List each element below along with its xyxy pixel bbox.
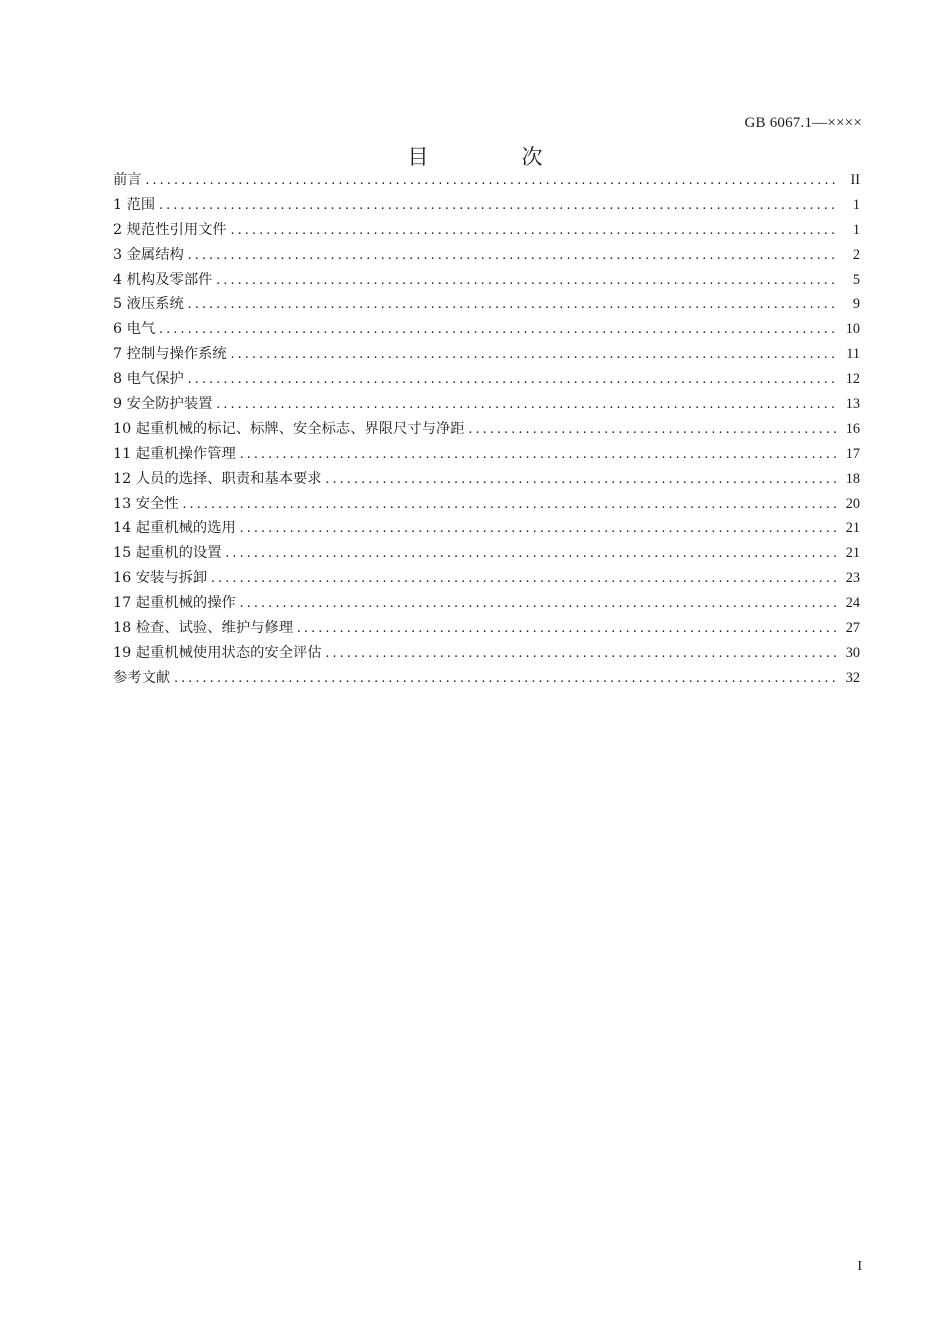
toc-entry[interactable] [113,567,860,592]
toc-leader-dots [297,620,838,637]
document-code: GB 6067.1—×××× [744,115,862,131]
toc-entry-label: 4 机构及零部件 [113,271,213,288]
toc-leader-dots [183,496,838,513]
toc-entry-label: 5 液压系统 [113,296,184,313]
toc-entry-label: 8 电气保护 [113,371,184,388]
toc-entry-label: 前言 [113,172,142,188]
toc-entry-label: 17 起重机械的操作 [113,595,236,612]
toc-leader-dots [216,396,838,413]
toc-leader-dots [326,471,838,488]
toc-entry-label: 6 电气 [113,321,156,338]
toc-entry-page: 24 [845,595,860,612]
toc-leader-dots [226,545,838,562]
toc-leader-dots [326,645,838,662]
toc-entry[interactable] [113,517,860,542]
toc-entry-label: 2 规范性引用文件 [113,221,227,238]
toc-entry[interactable] [113,493,860,518]
toc-entry[interactable] [113,667,860,692]
toc-entry-label: 18 检查、试验、维护与修理 [113,620,294,637]
toc-entry-label: 7 控制与操作系统 [113,346,227,363]
toc-entry-label: 13 安全性 [113,495,179,512]
toc-leader-dots [146,172,838,189]
toc-leader-dots [231,222,838,239]
toc-entry-page: 12 [845,371,860,388]
toc-entry-page: 23 [845,570,860,587]
toc-entry[interactable] [113,642,860,667]
toc-entry[interactable] [113,293,860,318]
toc-entry[interactable] [113,219,860,244]
toc-entry-label: 9 安全防护装置 [113,396,213,413]
toc-entry-page: 5 [852,271,860,288]
toc-entry-label: 11 起重机操作管理 [113,445,236,462]
toc-leader-dots [231,346,838,363]
toc-leader-dots [174,670,838,687]
toc-entry[interactable] [113,542,860,567]
toc-entry[interactable] [113,393,860,418]
toc-entry-page: II [850,172,860,188]
toc-entry-label: 15 起重机的设置 [113,545,222,562]
toc-entry[interactable] [113,194,860,219]
toc-leader-dots [211,570,838,587]
toc-leader-dots [159,321,838,338]
toc-leader-dots [469,421,838,438]
toc-entry[interactable] [113,169,860,194]
toc-leader-dots [216,272,838,289]
table-of-contents [113,169,860,692]
toc-entry-page: 2 [852,246,860,263]
toc-entry[interactable] [113,318,860,343]
toc-title: 目 次 [407,145,579,169]
toc-entry[interactable] [113,617,860,642]
toc-entry-label: 16 安装与拆卸 [113,570,208,587]
toc-entry-page: 18 [845,470,860,487]
page-number: I [857,1259,862,1274]
toc-entry[interactable] [113,443,860,468]
toc-entry[interactable] [113,269,860,294]
toc-entry-page: 21 [845,520,860,537]
toc-entry-label: 3 金属结构 [113,246,184,263]
toc-leader-dots [159,197,838,214]
toc-entry[interactable] [113,468,860,493]
toc-entry-page: 10 [845,321,860,338]
toc-entry-label: 14 起重机械的选用 [113,520,236,537]
toc-leader-dots [240,446,838,463]
toc-entry-page: 9 [852,296,860,313]
toc-entry-label: 12 人员的选择、职责和基本要求 [113,470,322,487]
toc-leader-dots [188,247,838,264]
toc-leader-dots [240,520,838,537]
toc-leader-dots [240,595,838,612]
toc-entry-page: 30 [845,644,860,661]
toc-entry[interactable] [113,343,860,368]
toc-entry-page: 13 [845,396,860,413]
toc-entry[interactable] [113,418,860,443]
toc-entry-label: 参考文献 [113,669,171,686]
toc-entry-page: 1 [852,196,860,213]
toc-entry[interactable] [113,592,860,617]
toc-leader-dots [188,371,838,388]
toc-entry-page: 32 [845,669,860,686]
toc-entry-page: 17 [845,445,860,462]
toc-entry-page: 11 [846,346,860,363]
toc-leader-dots [188,296,838,313]
toc-entry-label: 10 起重机械的标记、标牌、安全标志、界限尺寸与净距 [113,420,465,437]
toc-entry-label: 19 起重机械使用状态的安全评估 [113,644,322,661]
toc-entry-page: 20 [845,495,860,512]
toc-entry-label: 1 范围 [113,196,156,213]
toc-entry-page: 21 [845,545,860,562]
toc-entry[interactable] [113,368,860,393]
toc-entry-page: 16 [845,420,860,437]
toc-entry[interactable] [113,244,860,269]
toc-entry-page: 27 [845,620,860,637]
toc-entry-page: 1 [852,221,860,238]
